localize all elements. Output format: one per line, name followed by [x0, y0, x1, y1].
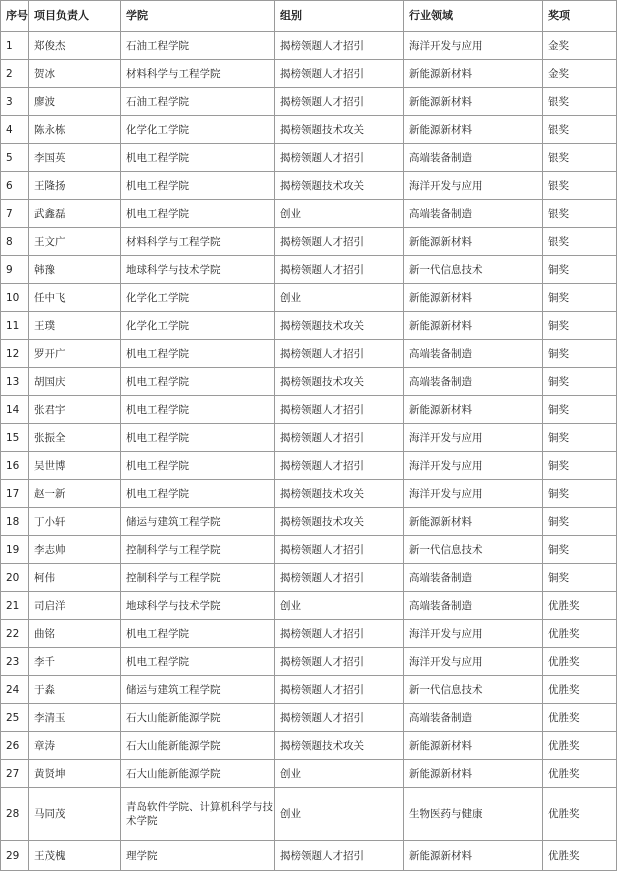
cell-college: 青岛软件学院、计算机科学与技术学院: [121, 788, 275, 841]
cell-group: 揭榜领题人才招引: [275, 340, 404, 368]
cell-group: 揭榜领题人才招引: [275, 32, 404, 60]
cell-award: 银奖: [543, 228, 617, 256]
table-row: [1, 144, 617, 172]
cell-college: 理学院: [121, 841, 275, 871]
table-row: [1, 592, 617, 620]
cell-college: 机电工程学院: [121, 368, 275, 396]
table-row: [1, 228, 617, 256]
cell-no: 6: [1, 172, 29, 200]
cell-project-lead: 李志帅: [29, 536, 121, 564]
table-row: [1, 508, 617, 536]
cell-project-lead: 贺冰: [29, 60, 121, 88]
cell-college: 控制科学与工程学院: [121, 564, 275, 592]
cell-industry-field: 高端装备制造: [404, 368, 543, 396]
cell-no: 7: [1, 200, 29, 228]
table-row: [1, 620, 617, 648]
cell-award: 铜奖: [543, 284, 617, 312]
cell-group: 揭榜领题人才招引: [275, 396, 404, 424]
table-body: [1, 32, 617, 871]
cell-no: 16: [1, 452, 29, 480]
cell-college: 石油工程学院: [121, 88, 275, 116]
cell-industry-field: 新能源新材料: [404, 116, 543, 144]
cell-college: 机电工程学院: [121, 648, 275, 676]
cell-award: 优胜奖: [543, 788, 617, 841]
cell-group: 揭榜领题人才招引: [275, 536, 404, 564]
cell-group: 揭榜领题技术攻关: [275, 172, 404, 200]
cell-no: 26: [1, 732, 29, 760]
cell-group: 揭榜领题人才招引: [275, 88, 404, 116]
cell-award: 优胜奖: [543, 620, 617, 648]
cell-college: 储运与建筑工程学院: [121, 676, 275, 704]
cell-group: 揭榜领题人才招引: [275, 676, 404, 704]
cell-project-lead: 胡国庆: [29, 368, 121, 396]
cell-group: 揭榜领题技术攻关: [275, 116, 404, 144]
cell-award: 优胜奖: [543, 648, 617, 676]
cell-award: 铜奖: [543, 452, 617, 480]
cell-college: 地球科学与技术学院: [121, 256, 275, 284]
cell-industry-field: 高端装备制造: [404, 592, 543, 620]
header-no: 序号: [1, 1, 29, 32]
cell-award: 银奖: [543, 116, 617, 144]
cell-college: 机电工程学院: [121, 396, 275, 424]
cell-industry-field: 高端装备制造: [404, 704, 543, 732]
cell-no: 1: [1, 32, 29, 60]
header-group: 组别: [275, 1, 404, 32]
cell-industry-field: 高端装备制造: [404, 340, 543, 368]
cell-no: 4: [1, 116, 29, 144]
cell-group: 揭榜领题人才招引: [275, 564, 404, 592]
cell-group: 揭榜领题技术攻关: [275, 480, 404, 508]
cell-no: 3: [1, 88, 29, 116]
cell-project-lead: 赵一新: [29, 480, 121, 508]
cell-award: 铜奖: [543, 536, 617, 564]
header-award: 奖项: [543, 1, 617, 32]
cell-group: 揭榜领题人才招引: [275, 620, 404, 648]
cell-college: 机电工程学院: [121, 200, 275, 228]
table-row: [1, 368, 617, 396]
cell-group: 创业: [275, 284, 404, 312]
cell-industry-field: 新能源新材料: [404, 841, 543, 871]
cell-no: 2: [1, 60, 29, 88]
cell-award: 优胜奖: [543, 841, 617, 871]
table-row: [1, 60, 617, 88]
cell-no: 25: [1, 704, 29, 732]
cell-no: 28: [1, 788, 29, 841]
header-industry-field: 行业领域: [404, 1, 543, 32]
table-row: [1, 396, 617, 424]
cell-industry-field: 海洋开发与应用: [404, 480, 543, 508]
table-row: [1, 256, 617, 284]
cell-project-lead: 马同茂: [29, 788, 121, 841]
table-row: [1, 312, 617, 340]
table-row: [1, 452, 617, 480]
table-row: [1, 760, 617, 788]
cell-no: 17: [1, 480, 29, 508]
cell-group: 揭榜领题人才招引: [275, 452, 404, 480]
table-row: [1, 200, 617, 228]
cell-project-lead: 王璞: [29, 312, 121, 340]
table-row: [1, 284, 617, 312]
cell-project-lead: 罗开广: [29, 340, 121, 368]
cell-award: 银奖: [543, 144, 617, 172]
table-row: [1, 172, 617, 200]
cell-group: 揭榜领题技术攻关: [275, 312, 404, 340]
cell-college: 控制科学与工程学院: [121, 536, 275, 564]
cell-college: 石大山能新能源学院: [121, 760, 275, 788]
cell-college: 化学化工学院: [121, 116, 275, 144]
cell-project-lead: 王隆扬: [29, 172, 121, 200]
cell-industry-field: 海洋开发与应用: [404, 452, 543, 480]
table-row: [1, 564, 617, 592]
cell-project-lead: 武鑫磊: [29, 200, 121, 228]
cell-no: 5: [1, 144, 29, 172]
cell-group: 揭榜领题人才招引: [275, 841, 404, 871]
cell-group: 揭榜领题人才招引: [275, 648, 404, 676]
cell-industry-field: 新能源新材料: [404, 88, 543, 116]
cell-industry-field: 海洋开发与应用: [404, 32, 543, 60]
cell-award: 金奖: [543, 60, 617, 88]
table-row: [1, 116, 617, 144]
cell-college: 机电工程学院: [121, 144, 275, 172]
table-row: [1, 648, 617, 676]
table-row: [1, 32, 617, 60]
cell-industry-field: 新一代信息技术: [404, 256, 543, 284]
table-row: [1, 732, 617, 760]
cell-industry-field: 新一代信息技术: [404, 536, 543, 564]
cell-no: 27: [1, 760, 29, 788]
cell-no: 22: [1, 620, 29, 648]
cell-college: 石油工程学院: [121, 32, 275, 60]
cell-project-lead: 柯伟: [29, 564, 121, 592]
table-row: [1, 480, 617, 508]
cell-project-lead: 黄贤坤: [29, 760, 121, 788]
cell-project-lead: 陈永栋: [29, 116, 121, 144]
cell-award: 铜奖: [543, 312, 617, 340]
cell-award: 优胜奖: [543, 592, 617, 620]
cell-no: 13: [1, 368, 29, 396]
cell-project-lead: 郑俊杰: [29, 32, 121, 60]
cell-industry-field: 高端装备制造: [404, 200, 543, 228]
cell-industry-field: 新一代信息技术: [404, 676, 543, 704]
cell-group: 揭榜领题技术攻关: [275, 508, 404, 536]
cell-no: 23: [1, 648, 29, 676]
table-row: [1, 536, 617, 564]
cell-group: 创业: [275, 788, 404, 841]
cell-group: 创业: [275, 200, 404, 228]
cell-industry-field: 海洋开发与应用: [404, 648, 543, 676]
cell-award: 铜奖: [543, 340, 617, 368]
cell-project-lead: 曲铭: [29, 620, 121, 648]
cell-industry-field: 新能源新材料: [404, 228, 543, 256]
cell-project-lead: 廖波: [29, 88, 121, 116]
cell-no: 8: [1, 228, 29, 256]
cell-industry-field: 海洋开发与应用: [404, 424, 543, 452]
cell-project-lead: 任中飞: [29, 284, 121, 312]
cell-project-lead: 张振全: [29, 424, 121, 452]
cell-group: 揭榜领题人才招引: [275, 144, 404, 172]
table-row: [1, 704, 617, 732]
cell-industry-field: 生物医药与健康: [404, 788, 543, 841]
cell-college: 机电工程学院: [121, 424, 275, 452]
cell-no: 15: [1, 424, 29, 452]
cell-college: 机电工程学院: [121, 340, 275, 368]
table-row: [1, 340, 617, 368]
cell-project-lead: 司启洋: [29, 592, 121, 620]
table-row: [1, 676, 617, 704]
cell-award: 铜奖: [543, 396, 617, 424]
cell-project-lead: 李千: [29, 648, 121, 676]
cell-award: 铜奖: [543, 508, 617, 536]
cell-group: 揭榜领题人才招引: [275, 228, 404, 256]
table-row: [1, 841, 617, 871]
cell-no: 18: [1, 508, 29, 536]
cell-industry-field: 高端装备制造: [404, 564, 543, 592]
cell-award: 铜奖: [543, 424, 617, 452]
cell-college: 化学化工学院: [121, 312, 275, 340]
table-row: [1, 88, 617, 116]
cell-award: 铜奖: [543, 564, 617, 592]
cell-college: 石大山能新能源学院: [121, 704, 275, 732]
cell-industry-field: 海洋开发与应用: [404, 620, 543, 648]
cell-industry-field: 新能源新材料: [404, 508, 543, 536]
cell-no: 11: [1, 312, 29, 340]
cell-industry-field: 高端装备制造: [404, 144, 543, 172]
cell-group: 揭榜领题人才招引: [275, 704, 404, 732]
cell-award: 金奖: [543, 32, 617, 60]
cell-college: 化学化工学院: [121, 284, 275, 312]
cell-no: 21: [1, 592, 29, 620]
cell-college: 机电工程学院: [121, 620, 275, 648]
cell-no: 24: [1, 676, 29, 704]
cell-no: 9: [1, 256, 29, 284]
cell-college: 材料科学与工程学院: [121, 60, 275, 88]
table-header-row: [1, 1, 617, 32]
cell-industry-field: 新能源新材料: [404, 732, 543, 760]
cell-group: 揭榜领题技术攻关: [275, 732, 404, 760]
cell-award: 优胜奖: [543, 704, 617, 732]
cell-group: 揭榜领题人才招引: [275, 424, 404, 452]
cell-college: 机电工程学院: [121, 172, 275, 200]
cell-award: 铜奖: [543, 480, 617, 508]
cell-award: 银奖: [543, 200, 617, 228]
cell-award: 银奖: [543, 88, 617, 116]
cell-college: 地球科学与技术学院: [121, 592, 275, 620]
cell-award: 铜奖: [543, 368, 617, 396]
table-row: [1, 788, 617, 841]
cell-college: 储运与建筑工程学院: [121, 508, 275, 536]
cell-award: 银奖: [543, 172, 617, 200]
cell-award: 优胜奖: [543, 676, 617, 704]
cell-project-lead: 章涛: [29, 732, 121, 760]
cell-no: 12: [1, 340, 29, 368]
cell-no: 14: [1, 396, 29, 424]
cell-college: 石大山能新能源学院: [121, 732, 275, 760]
cell-project-lead: 丁小轩: [29, 508, 121, 536]
cell-award: 优胜奖: [543, 760, 617, 788]
cell-no: 20: [1, 564, 29, 592]
cell-group: 揭榜领题人才招引: [275, 60, 404, 88]
cell-project-lead: 于淼: [29, 676, 121, 704]
cell-project-lead: 王茂槐: [29, 841, 121, 871]
cell-project-lead: 张君宇: [29, 396, 121, 424]
cell-industry-field: 新能源新材料: [404, 312, 543, 340]
table-row: [1, 424, 617, 452]
cell-college: 材料科学与工程学院: [121, 228, 275, 256]
cell-group: 创业: [275, 592, 404, 620]
header-college: 学院: [121, 1, 275, 32]
header-project-lead: 项目负责人: [29, 1, 121, 32]
cell-no: 29: [1, 841, 29, 871]
cell-no: 19: [1, 536, 29, 564]
cell-industry-field: 新能源新材料: [404, 284, 543, 312]
cell-project-lead: 李国英: [29, 144, 121, 172]
cell-college: 机电工程学院: [121, 452, 275, 480]
cell-industry-field: 海洋开发与应用: [404, 172, 543, 200]
cell-project-lead: 吴世博: [29, 452, 121, 480]
cell-project-lead: 王文广: [29, 228, 121, 256]
cell-group: 揭榜领题人才招引: [275, 256, 404, 284]
cell-project-lead: 韩豫: [29, 256, 121, 284]
cell-industry-field: 新能源新材料: [404, 760, 543, 788]
cell-no: 10: [1, 284, 29, 312]
cell-project-lead: 李清玉: [29, 704, 121, 732]
cell-college: 机电工程学院: [121, 480, 275, 508]
cell-industry-field: 新能源新材料: [404, 396, 543, 424]
cell-award: 铜奖: [543, 256, 617, 284]
cell-industry-field: 新能源新材料: [404, 60, 543, 88]
cell-group: 创业: [275, 760, 404, 788]
cell-group: 揭榜领题技术攻关: [275, 368, 404, 396]
cell-award: 优胜奖: [543, 732, 617, 760]
